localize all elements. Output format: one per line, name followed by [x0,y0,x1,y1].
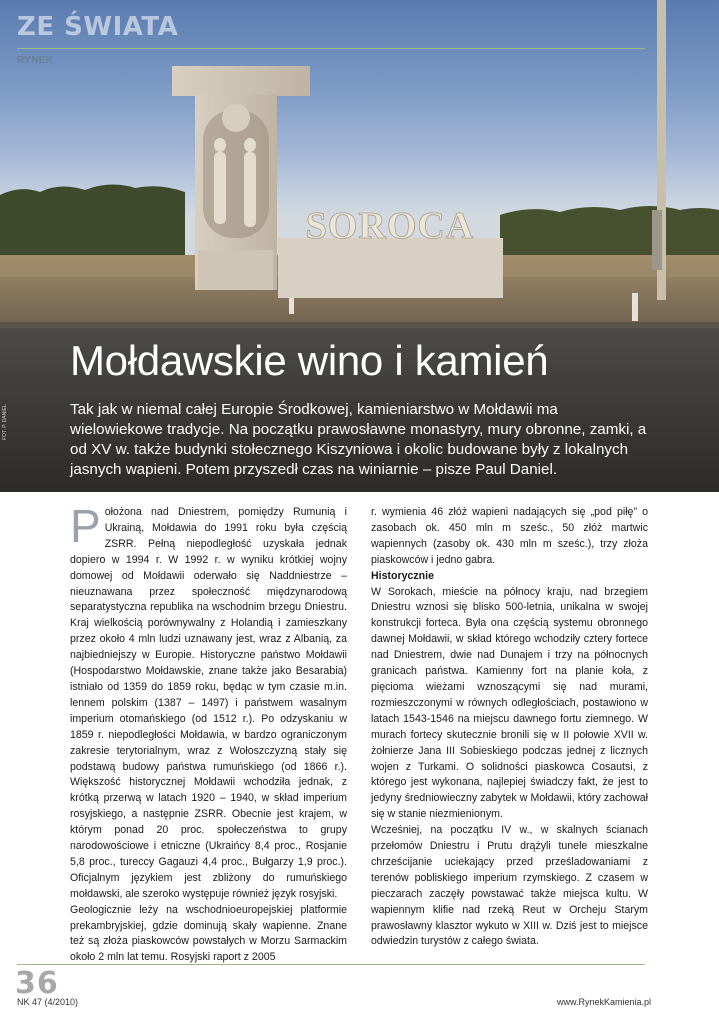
footer-divider [17,964,645,965]
issue-label: NK 47 (4/2010) [17,997,79,1007]
section-divider [17,48,645,49]
tree-line [0,184,185,262]
article-paragraph: r. wymienia 46 złóż wapieni nadających się „pod piłę” o zasobach ok. 450 mln m sześc., 50 złóż martwic wapiennych (zasoby ok. 430 mln m sześc.), trzy złoża piaskowców i jedno gabra. [371,506,648,566]
article-paragraph: W Sorokach, mieście na północy kraju, nad brzegiem Dniestru wznosi się blisko 500-letnia, unikalna w swojej konstrukcji forteca. Była ona częścią systemu obronnego dawnej Mołdawii, w skład którego wchodziły cztery fortece nad Dniestrem, dwie nad Dunajem i trzy na północnych granicach państwa. Kamienny fort na planie koła, z pięcioma wieżami wznoszącymi się nad murami, rozmieszczonymi w równych odległościach, postawiono w latach 1543-1546 na miejscu dawnego fortu ziemnego. W murach fortecy skutecznie bronili się w II połowie XVII w. żołnierze Jana III Sobieskiego podczas jednej z licznych wojen z Turkami. O solidności piaskowca Cosautsi, z którego jest wykonana, najlepiej świadczy fakt, że jest to jedyny średniowieczny zabytek w Mołdawii, który zachował się w stanie niezmienionym. [371,585,648,821]
sign-lettering: SOROCA [305,205,475,247]
section-subtitle: RYNEK [17,55,54,66]
photo-credit: FOT. P. DANIEL [2,404,8,440]
article-paragraph: Geologicznie leży na wschodnioeuropejskiej platformie prekambryjskiej, gdzie dominują skały wapienne. Znane też są złoża piaskowców powstałych w Morzu Sarmackim około 2 mln lat temu. Rosyjski raport z 2005 [70,903,347,964]
article-paragraph [70,500,347,903]
article-column-right [371,505,648,950]
drop-cap: P [70,500,101,552]
hero-photo [0,0,719,492]
section-title: ZE ŚWIATA [17,12,179,42]
article-headline: Mołdawskie wino i kamień [70,337,549,384]
article-lead: Tak jak w niemal całej Europie Środkowej, kamieniarstwo w Mołdawii ma wielowiekowe tradycje. Na początku prawosławne monastyry, mury obronne, zamki, a od XV w. także budynki stołecznego Kiszyniowa i okolic budowane były z lokalnych jasnych wapieni. Potem przyszedł czas na winiarnie – pisze Paul Daniel. [70,401,647,478]
paragraph-text: ołożona nad Dniestrem, pomiędzy Rumunią i Ukrainą, Mołdawia do 1991 roku była częścią ZSRR. Pełną niepodległość uzyskała jednak dopiero w 1994 r. W 1992 r. w wyniku krótkiej wojny domowej od Mołdawii oderwało się Naddniestrze – nieuznawana przez społeczność międzynarodową separatystyczna republika na wschodnim brzegu Dniestru. Kraj wielkością porównywalny z Holandią i zamieszkany przez około 4 mln ludzi uznawany jest, wraz z Albanią, za najbiedniejszy w Europie. Historyczne państwo Mołdawii (Hospodarstwo Mołdawskie, znane także jako Besarabia) istniało od 1359 do 1859 roku, będąc w tym czasie m.in. lennem polskim (1387 – 1497) i państwem wasalnym imperium otomańskiego (od 1512 r.). Po odzyskaniu w 1859 r. niepodległości Mołdawia, w bardzo ograniczonym zakresie terytorialnym, wraz z Wołoszczyzną stały się podstawą budowy państwa rumuńskiego (od 1866 r.). Większość historycznej Mołdawii wchodziła jednak, z krótką przerwą w latach 1920 – 1940, w skład imperium rosyjskiego, a następnie ZSRR. Obecnie jest krajem, w którym ponad 20 proc. społeczeństwa to grupy narodowościowe i etniczne (Ukraińcy 8,4 proc., Rosjanie 5,8 proc., tureccy Gagauzi 4,4 proc., Bułgarzy 1,9 proc.). Oficjalnym językiem jest zbliżony do rumuńskiego mołdawski, ale szeroko występuje również język rosyjski. [70,506,347,900]
soroca-sign [278,205,503,298]
section-subheading: Historycznie [371,569,434,582]
page-number: 36 [15,966,59,1001]
article-paragraph: Wcześniej, na początku IV w., w skalnych ścianach przełomów Dniestru i Prutu drążyli tunele mieszkalne chrześcijanie uciekający przed prześladowaniami z terenów pobliskiego imperium rzymskiego. Z czasem w pieczarach zaczęły powstawać także miejsca kultu. W wapiennym klifie nad rzeką Reut w Orcheju Starym prawosławny klasztor wykuto w XIII w. Dziś jest to miejsce odwiedzin turystów z całego świata. [371,824,648,948]
website-link[interactable]: www.RynekKamienia.pl [556,997,651,1007]
article-column-left [70,500,347,966]
